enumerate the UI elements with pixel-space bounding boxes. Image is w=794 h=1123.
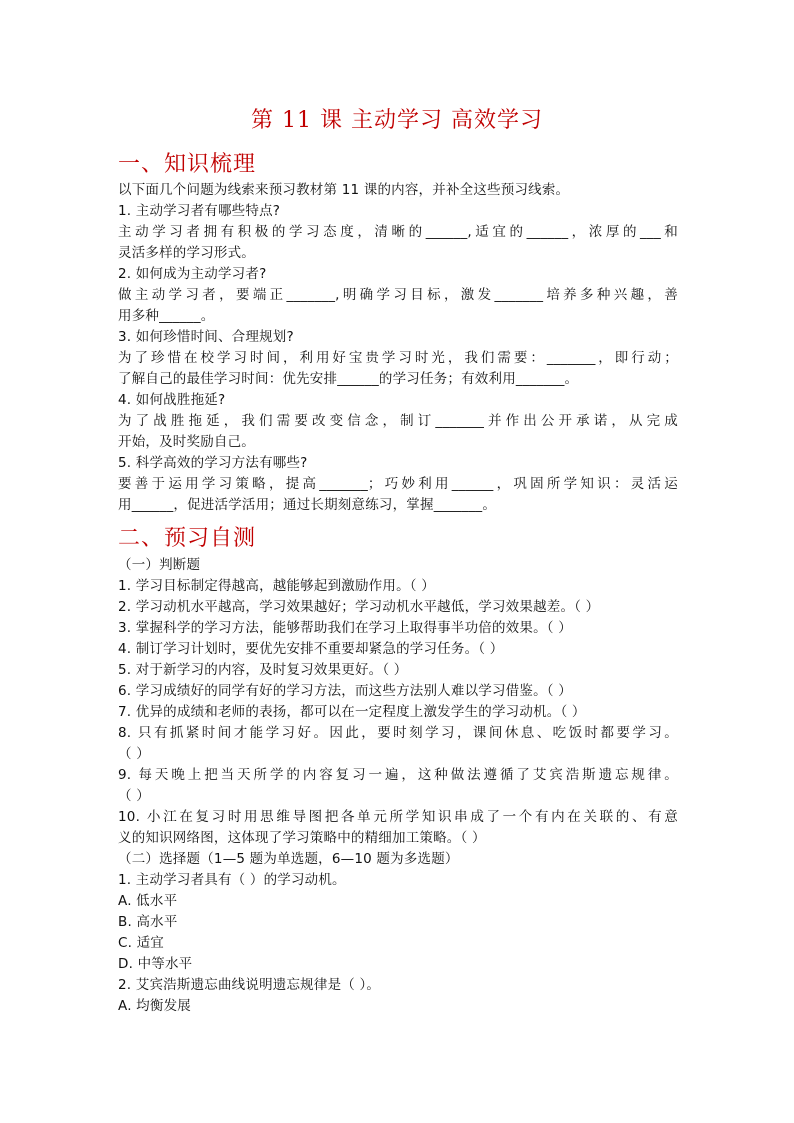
choice-option: A. 低水平 xyxy=(118,893,178,909)
text-line: 义的知识网络图，这体现了学习策略中的精细加工策略。（ ） xyxy=(118,830,486,846)
question-line: 3. 如何珍惜时间、合理规划? xyxy=(118,329,294,345)
text-line: 灵活多样的学习形式。 xyxy=(118,245,255,261)
subsection-label: （二）选择题（1—5 题为单选题，6—10 题为多选题） xyxy=(118,851,459,867)
answer-bracket: （ ） xyxy=(118,746,150,762)
choice-option: A. 均衡发展 xyxy=(118,998,191,1014)
section-heading-knowledge: 一、知识梳理 xyxy=(118,152,257,177)
page-title: 第 11 课 主动学习 高效学习 xyxy=(251,108,543,133)
judgment-item: 2. 学习动机水平越高，学习效果越好；学习动机水平越低，学习效果越差。（ ） xyxy=(118,599,600,615)
text-line: 主动学习者拥有积极的学习态度，清晰的______,适宜的______，浓厚的___和 xyxy=(118,224,678,240)
choice-option: D. 中等水平 xyxy=(118,956,193,972)
text-line: 要善于运用学习策略，提高_______；巧妙利用______，巩固所学知识：灵活运 xyxy=(118,476,678,492)
answer-bracket: （ ） xyxy=(118,788,150,804)
section-heading-self-test: 二、预习自测 xyxy=(118,526,257,551)
judgment-item: 3. 掌握科学的学习方法，能够帮助我们在学习上取得事半功倍的效果。（ ） xyxy=(118,620,572,636)
judgment-item: 10. 小江在复习时用思维导图把各单元所学知识串成了一个有内在关联的、有意 xyxy=(118,809,678,825)
choice-option: B. 高水平 xyxy=(118,914,178,930)
judgment-item: 4. 制订学习计划时，要优先安排不重要却紧急的学习任务。（ ） xyxy=(118,641,504,657)
judgment-item: 6. 学习成绩好的同学有好的学习方法，而这些方法别人难以学习借鉴。（ ） xyxy=(118,683,572,699)
text-line: 开始，及时奖励自己。 xyxy=(118,434,255,450)
text-line: 用多种______。 xyxy=(118,308,215,324)
choice-question: 1. 主动学习者具有（ ）的学习动机。 xyxy=(118,872,346,888)
question-line: 4. 如何战胜拖延? xyxy=(118,392,226,408)
text-line: 做主动学习者，要端正_______,明确学习目标，激发_______培养多种兴趣，善 xyxy=(118,287,678,303)
question-line: 2. 如何成为主动学习者? xyxy=(118,266,267,282)
question-line: 5. 科学高效的学习方法有哪些? xyxy=(118,455,308,471)
choice-question: 2. 艾宾浩斯遗忘曲线说明遗忘规律是（ ）。 xyxy=(118,977,381,993)
judgment-item: 1. 学习目标制定得越高，越能够起到激励作用。（ ） xyxy=(118,578,435,594)
text-line: 为了珍惜在校学习时间，利用好宝贵学习时光，我们需要：_______，即行动； xyxy=(118,350,678,366)
subsection-label: （一）判断题 xyxy=(118,557,201,573)
judgment-item: 7. 优异的成绩和老师的表扬，都可以在一定程度上激发学生的学习动机。（ ） xyxy=(118,704,586,720)
text-line: 了解自己的最佳学习时间：优先安排______的学习任务；有效利用_______。 xyxy=(118,371,579,387)
choice-option: C. 适宜 xyxy=(118,935,165,951)
text-line: 用______，促进活学活用；通过长期刻意练习，掌握_______。 xyxy=(118,497,497,513)
judgment-item: 5. 对于新学习的内容，及时复习效果更好。（ ） xyxy=(118,662,408,678)
text-line: 为了战胜拖延，我们需要改变信念，制订_______并作出公开承诺，从完成 xyxy=(118,413,678,429)
text-line: 以下面几个问题为线索来预习教材第 11 课的内容，并补全这些预习线索。 xyxy=(118,182,570,198)
judgment-item: 9. 每天晚上把当天所学的内容复习一遍，这种做法遵循了艾宾浩斯遗忘规律。 xyxy=(118,767,678,783)
question-line: 1. 主动学习者有哪些特点? xyxy=(118,203,281,219)
judgment-item: 8. 只有抓紧时间才能学习好。因此，要时刻学习，课间休息、吃饭时都要学习。 xyxy=(118,725,678,741)
